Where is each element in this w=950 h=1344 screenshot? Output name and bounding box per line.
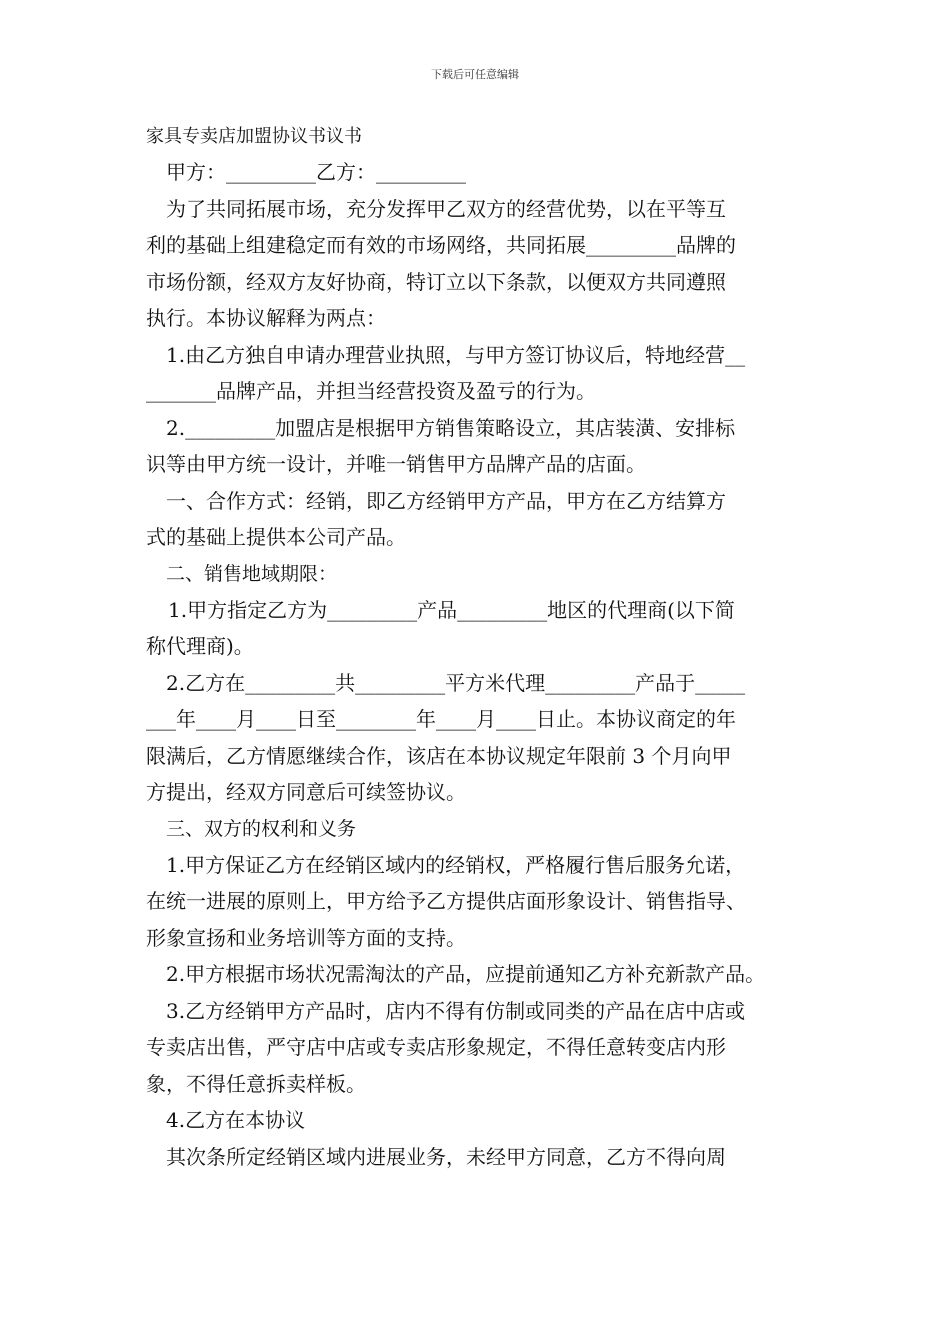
paragraph-line: 2._________加盟店是根据甲方销售策略设立，其店装潢、安排标 bbox=[166, 415, 736, 440]
paragraph-line: 1.甲方保证乙方在经销区域内的经销权，严格履行售后服务允诺， bbox=[166, 852, 746, 877]
paragraph-line: 专卖店出售，严守店中店或专卖店形象规定，不得任意转变店内形 bbox=[146, 1035, 726, 1059]
paragraph-line: 执行。本协议解释为两点： bbox=[146, 306, 386, 330]
paragraph-line: 3.乙方经销甲方产品时，店内不得有仿制或同类的产品在店中店或 bbox=[166, 998, 746, 1023]
paragraph-line: _______品牌产品，并担当经营投资及盈亏的行为。 bbox=[146, 379, 596, 403]
section-3-item-3 bbox=[146, 993, 808, 1103]
paragraph-line: 在统一进展的原则上，甲方给予乙方提供店面形象设计、销售指导、 bbox=[146, 889, 746, 913]
paragraph-line: 1.甲方指定乙方为_________产品_________地区的代理商(以下简 bbox=[168, 597, 735, 622]
point-1 bbox=[146, 337, 808, 410]
paragraph-line: 方提出，经双方同意后可续签协议。 bbox=[146, 780, 466, 804]
point-2 bbox=[146, 410, 808, 483]
document-body bbox=[146, 122, 808, 1175]
paragraph-line: 2.乙方在_________共_________平方米代理_________产品于_____ bbox=[166, 670, 746, 695]
parties-line: 甲方：_________乙方：_________ bbox=[166, 160, 466, 184]
paragraph-line: 象，不得任意拆卖样板。 bbox=[146, 1071, 366, 1096]
paragraph-line: 1.由乙方独自申请办理营业执照，与甲方签订协议后，特地经营__ bbox=[166, 342, 746, 367]
section-3-item-1 bbox=[146, 847, 808, 957]
paragraph-line: 其次条所定经销区域内进展业务，未经甲方同意，乙方不得向周 bbox=[166, 1144, 726, 1169]
paragraph-line: 限满后，乙方情愿继续合作，该店在本协议规定年限前 3 个月向甲 bbox=[146, 743, 732, 768]
page-header: 下载后可任意编辑 bbox=[431, 68, 519, 81]
section-3-item-2 bbox=[146, 956, 808, 993]
paragraph-line: 形象宣扬和业务培训等方面的支持。 bbox=[146, 925, 466, 950]
paragraph-line: 利的基础上组建稳定而有效的市场网络，共同拓展_________品牌的 bbox=[146, 233, 736, 257]
paragraph-line: 式的基础上提供本公司产品。 bbox=[146, 525, 406, 549]
section-2-heading: 二、销售地域期限： bbox=[166, 562, 338, 585]
intro-paragraph bbox=[146, 191, 808, 337]
section-3-heading: 三、双方的权利和义务 bbox=[166, 817, 357, 840]
paragraph-line: 4.乙方在本协议 bbox=[166, 1108, 306, 1132]
paragraph-line: 2.甲方根据市场状况需淘汰的产品，应提前通知乙方补充新款产品。 bbox=[166, 962, 766, 986]
paragraph-line: 为了共同拓展市场，充分发挥甲乙双方的经营优势，以在平等互 bbox=[166, 196, 726, 221]
section-2-item-1 bbox=[146, 592, 808, 665]
document-title: 家具专卖店加盟协议书议书 bbox=[146, 126, 362, 147]
paragraph-line: 一、合作方式：经销，即乙方经销甲方产品，甲方在乙方结算方 bbox=[166, 488, 726, 513]
paragraph-line: ___年____月____日至________年____月____日止。本协议商定的年 bbox=[146, 707, 736, 731]
paragraph-line: 识等由甲方统一设计，并唯一销售甲方品牌产品的店面。 bbox=[146, 452, 646, 476]
section-2-item-2 bbox=[146, 665, 808, 811]
paragraph-line: 称代理商)。 bbox=[146, 634, 254, 658]
section-1 bbox=[146, 483, 808, 556]
section-3-item-4 bbox=[146, 1102, 808, 1175]
paragraph-line: 市场份额，经双方友好协商，特订立以下条款，以便双方共同遵照 bbox=[146, 269, 726, 294]
